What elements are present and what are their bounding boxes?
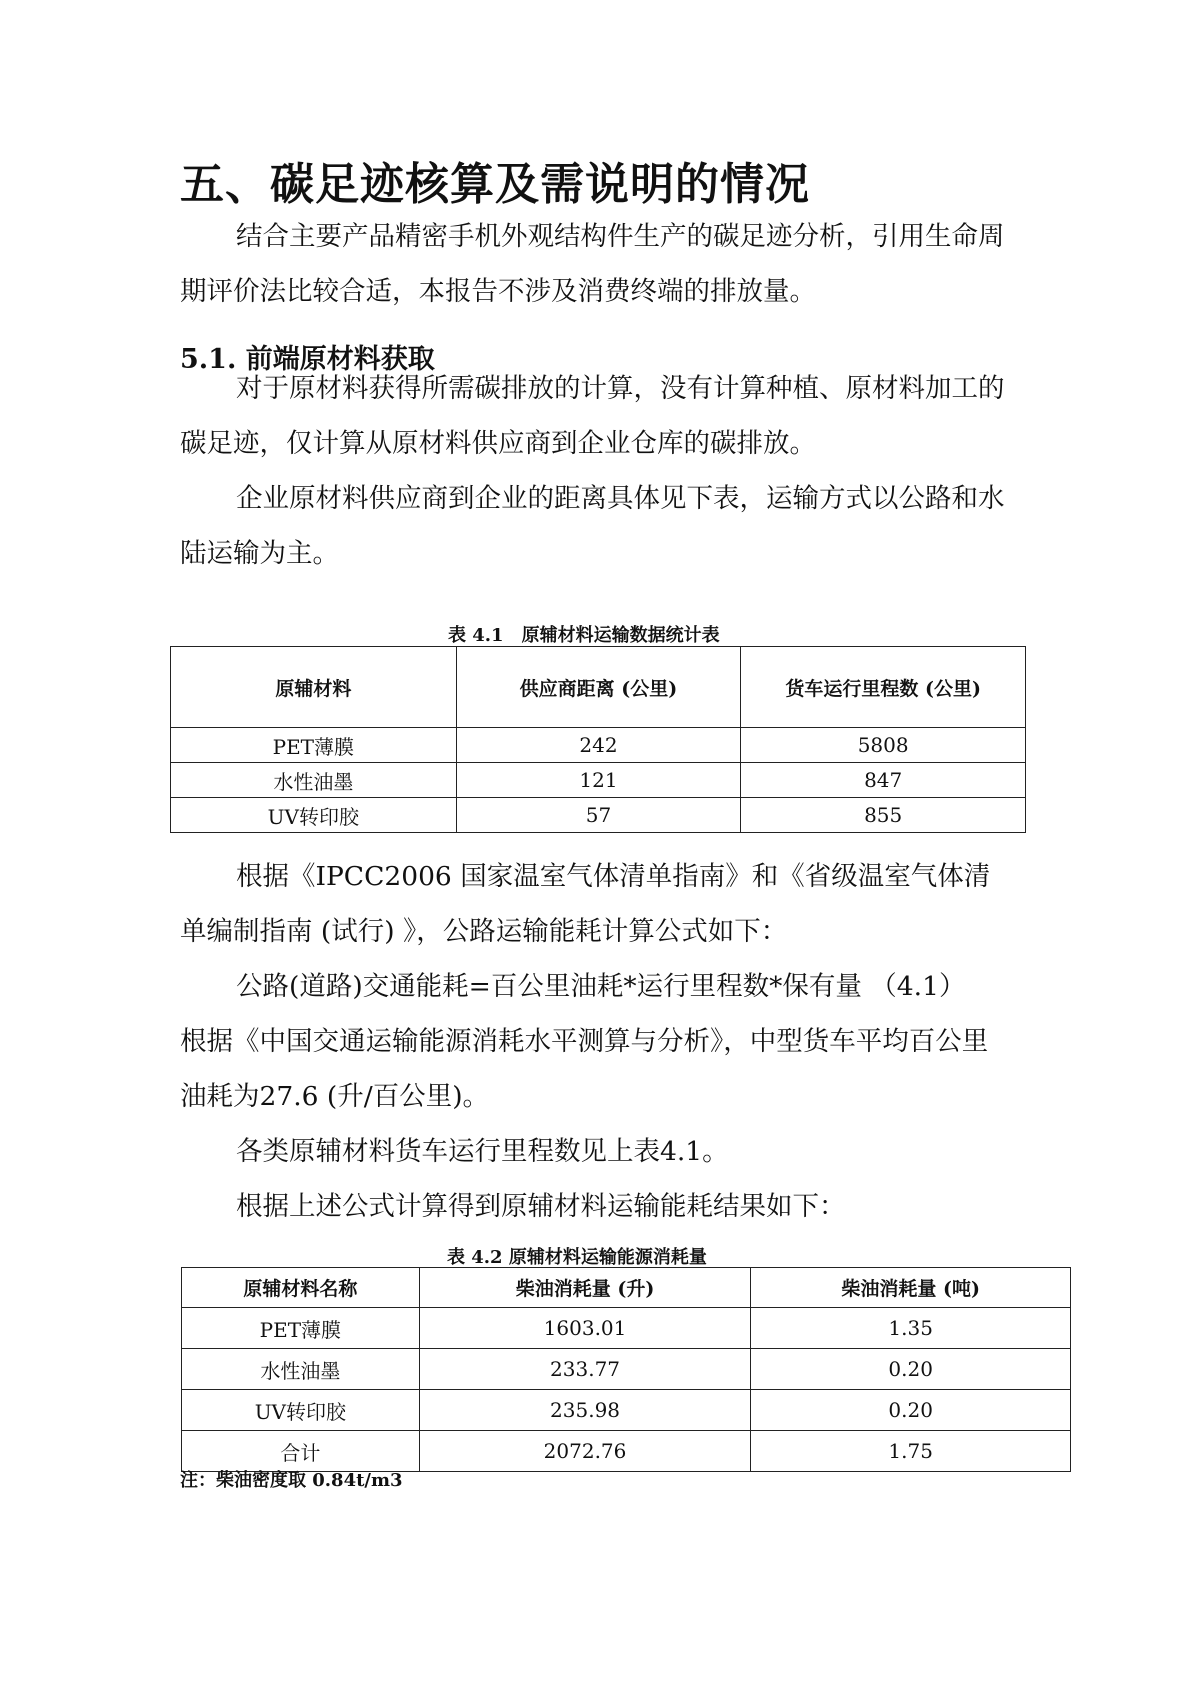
result-intro-paragraph: 根据上述公式计算得到原辅材料运输能耗结果如下： <box>236 1191 846 1222</box>
table-cell: 水性油墨 <box>182 1349 420 1390</box>
mileage-reference-paragraph: 各类原辅材料货车运行里程数见上表4.1。 <box>236 1136 729 1167</box>
table-cell: PET薄膜 <box>171 728 457 763</box>
table1-header-distance: 供应商距离 (公里) <box>456 647 741 728</box>
table-cell: PET薄膜 <box>182 1308 420 1349</box>
table1-header-material: 原辅材料 <box>171 647 457 728</box>
intro-paragraph: 结合主要产品精密手机外观结构件生产的碳足迹分析，引用生命周期评价法比较合适，本报告不涉及消费终端的排放量。 <box>180 221 1005 307</box>
table2-header-material: 原辅材料名称 <box>182 1268 420 1308</box>
table2-header-diesel-liters: 柴油消耗量 (升) <box>419 1268 751 1308</box>
table2-header-row <box>182 1268 1071 1308</box>
table-row <box>171 728 1026 763</box>
table1-header-row <box>171 647 1026 728</box>
formula-source-paragraph: 根据《IPCC2006 国家温室气体清单指南》和《省级温室气体清单编制指南 (试行) 》，公路运输能耗计算公式如下： <box>180 861 991 947</box>
table-cell: 121 <box>456 763 741 798</box>
table-cell: 2072.76 <box>419 1431 751 1472</box>
table-cell: 1.35 <box>751 1308 1071 1349</box>
fuel-consumption-paragraph: 根据《中国交通运输能源消耗水平测算与分析》，中型货车平均百公里油耗为27.6 (升/百公里)。 <box>180 1026 989 1112</box>
table-cell: 1603.01 <box>419 1308 751 1349</box>
transport-data-table <box>170 646 1026 833</box>
table1-header-mileage: 货车运行里程数 (公里) <box>741 647 1026 728</box>
table-row <box>182 1349 1071 1390</box>
table-cell: 233.77 <box>419 1349 751 1390</box>
section-paragraph-2: 企业原材料供应商到企业的距离具体见下表，运输方式以公路和水陆运输为主。 <box>180 483 1005 569</box>
table-cell: 57 <box>456 798 741 833</box>
table-cell: 235.98 <box>419 1390 751 1431</box>
table-cell: 0.20 <box>751 1349 1071 1390</box>
section-heading: 5.1. 前端原材料获取 <box>180 344 435 375</box>
table-cell: UV转印胶 <box>171 798 457 833</box>
table-cell: UV转印胶 <box>182 1390 420 1431</box>
table-cell: 855 <box>741 798 1026 833</box>
energy-consumption-table <box>181 1267 1071 1472</box>
table2-caption: 表 4.2 原辅材料运输能源消耗量 <box>447 1247 707 1268</box>
table-cell: 5808 <box>741 728 1026 763</box>
table-cell: 847 <box>741 763 1026 798</box>
table-cell: 1.75 <box>751 1431 1071 1472</box>
table-cell: 合计 <box>182 1431 420 1472</box>
table-cell: 0.20 <box>751 1390 1071 1431</box>
formula-line: 公路(道路)交通能耗=百公里油耗*运行里程数*保有量 （4.1） <box>236 971 966 1002</box>
table-row <box>171 798 1026 833</box>
chapter-heading: 五、碳足迹核算及需说明的情况 <box>180 159 810 210</box>
table1-caption: 表 4.1 原辅材料运输数据统计表 <box>448 625 720 646</box>
table-cell: 242 <box>456 728 741 763</box>
table-row <box>182 1308 1071 1349</box>
table2-header-diesel-tons: 柴油消耗量 (吨) <box>751 1268 1071 1308</box>
table-row <box>171 763 1026 798</box>
table-row <box>182 1390 1071 1431</box>
table-note: 注：柴油密度取 0.84t/m3 <box>180 1470 403 1491</box>
table-cell: 水性油墨 <box>171 763 457 798</box>
section-paragraph-1: 对于原材料获得所需碳排放的计算，没有计算种植、原材料加工的碳足迹，仅计算从原材料供应商到企业仓库的碳排放。 <box>180 373 1005 459</box>
